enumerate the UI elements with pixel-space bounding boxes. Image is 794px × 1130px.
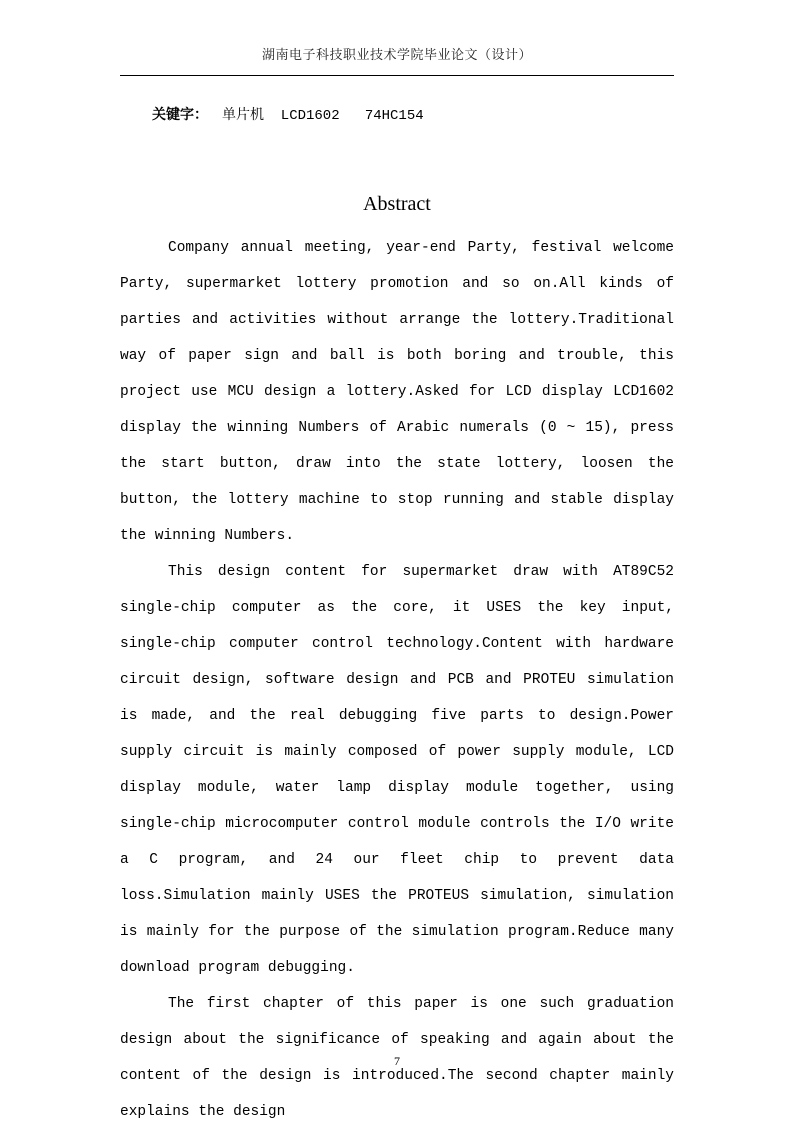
page-header-title: 湖南电子科技职业技术学院毕业论文（设计）	[261, 48, 532, 63]
page-number: 7	[394, 1054, 400, 1068]
abstract-paragraph-2: This design content for supermarket draw with AT89C52 single-chip computer as the core, it USES the key input, single-chip computer control technology.Content with hardware circuit design, software design and PCB and PROTEU simulation is made, and the real debugging five parts to design.Power supply circuit is mainly composed of power supply module, LCD display module, water lamp display module together, using single-chip microcomputer control module controls the I/O write a C program, and 24 our fleet chip to prevent data loss.Simulation mainly USES the PROTEUS simulation, simulation is mainly for the purpose of the simulation program.Reduce many download program debugging.	[120, 564, 674, 976]
header-divider	[120, 75, 674, 76]
abstract-paragraph-3: The first chapter of this paper is one such graduation design about the significance of speaking and again about the content of the design is introduced.The second chapter mainly explains the design	[120, 996, 674, 1120]
keywords-line	[152, 104, 424, 124]
abstract-heading: Abstract	[363, 193, 431, 215]
keywords-values: 单片机 LCD1602 74HC154	[222, 108, 424, 124]
abstract-paragraph-1: Company annual meeting, year-end Party, festival welcome Party, supermarket lottery promotion and so on.All kinds of parties and activities without arrange the lottery.Traditional way of paper sign and ball is both boring and trouble, this project use MCU design a lottery.Asked for LCD display LCD1602 display the winning Numbers of Arabic numerals (0 ~ 15), press the start button, draw into the state lottery, loosen the button, the lottery machine to stop running and stable display the winning Numbers.	[120, 240, 674, 544]
abstract-body	[120, 230, 674, 1130]
keywords-label: 关键字：	[152, 107, 208, 123]
